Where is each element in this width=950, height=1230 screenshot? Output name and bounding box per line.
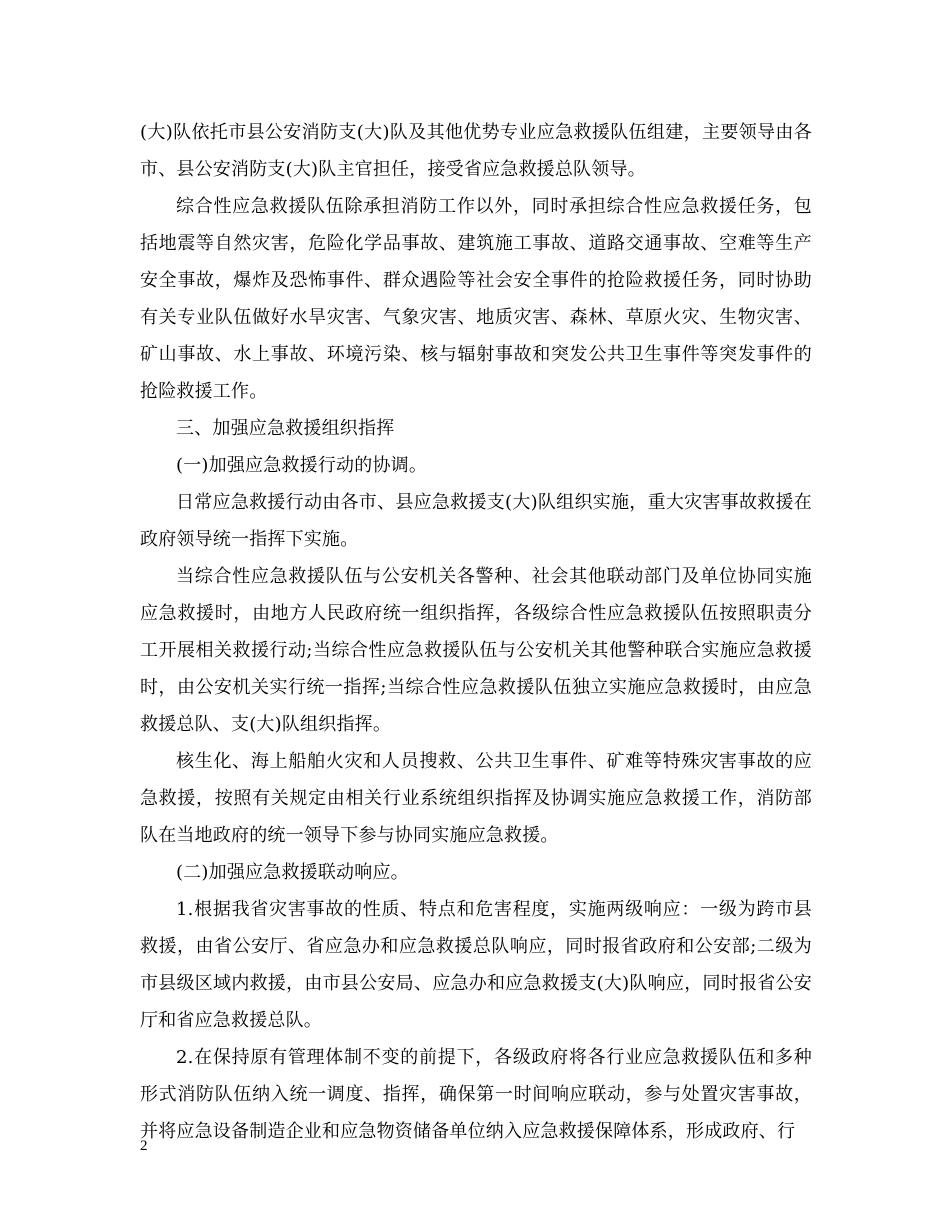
- section-heading-command: 三、加强应急救援组织指挥: [176, 418, 395, 439]
- subsection-heading-coordination: (一)加强应急救援行动的协调。: [176, 455, 428, 476]
- paragraph-special-disasters: 核生化、海上船舶火灾和人员搜救、公共卫生事件、矿难等特殊灾害事故的应急救援，按照有关规定由相关行业系统组织指挥及协调实施应急救援工作，消防部队在当地政府的统一领导下参与协同实施应急救援。: [140, 751, 812, 846]
- subsection-heading-linkage-response: (二)加强应急救援联动响应。: [176, 862, 409, 883]
- page-number: 2: [140, 1138, 148, 1154]
- paragraph-comprehensive-rescue-duties: 综合性应急救援队伍除承担消防工作以外，同时承担综合性应急救援任务，包括地震等自然灾害，危险化学品事故、建筑施工事故、道路交通事故、空难等生产安全事故，爆炸及恐怖事件、群众遇险等社会安全事件的抢险救援任务，同时协助有关专业队伍做好水旱灾害、气象灾害、地质灾害、森林、草原火灾、生物灾害、矿山事故、水上事故、环境污染、核与辐射事故和突发公共卫生事件等突发事件的抢险救援工作。: [140, 196, 812, 402]
- paragraph-daily-operations: 日常应急救援行动由各市、县应急救援支(大)队组织实施，重大灾害事故救援在政府领导统一指挥下实施。: [140, 492, 812, 550]
- paragraph-two-level-response: 1.根据我省灾害事故的性质、特点和危害程度，实施两级响应：一级为跨市县救援，由省公安厅、省应急办和应急救援总队响应，同时报省政府和公安部;二级为市县级区域内救援，由市县公安局、应急办和应急救援支(大)队响应，同时报省公安厅和省应急救援总队。: [140, 899, 812, 1031]
- paragraph-joint-command: 当综合性应急救援队伍与公安机关各警种、社会其他联动部门及单位协同实施应急救援时，由地方人民政府统一组织指挥，各级综合性应急救援队伍按照职责分工开展相关救援行动;当综合性应急救援队伍与公安机关其他警种联合实施应急救援时，由公安机关实行统一指挥;当综合性应急救援队伍独立实施应急救援时，由应急救援总队、支(大)队组织指挥。: [140, 566, 812, 735]
- paragraph-unified-dispatch: 2.在保持原有管理体制不变的前提下，各级政府将各行业应急救援队伍和多种形式消防队伍纳入统一调度、指挥，确保第一时间响应联动，参与处置灾害事故，并将应急设备制造企业和应急物资储备单位纳入应急救援保障体系，形成政府、行: [140, 1047, 812, 1142]
- document-body: [140, 114, 812, 1150]
- paragraph-continuation: (大)队依托市县公安消防支(大)队及其他优势专业应急救援队伍组建，主要领导由各市、县公安消防支(大)队主官担任，接受省应急救援总队领导。: [140, 122, 812, 180]
